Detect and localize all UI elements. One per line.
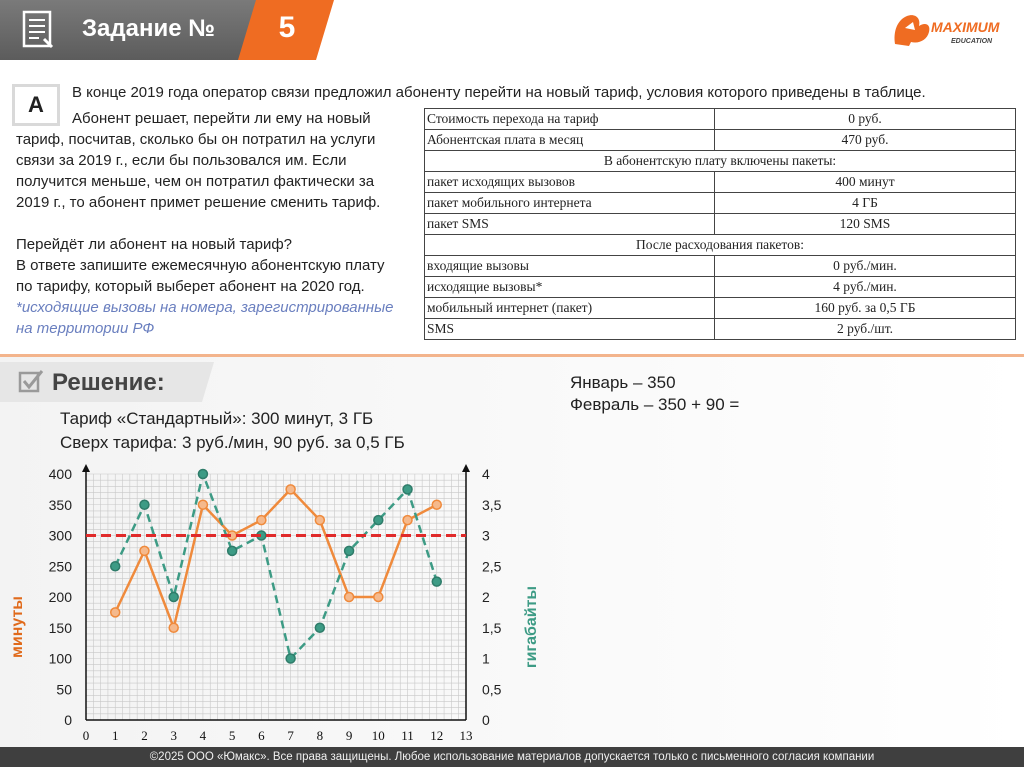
minutes-point <box>140 546 149 555</box>
row-value: 400 минут <box>715 172 1016 193</box>
gigabytes-point <box>374 516 383 525</box>
tariff-info-line: Сверх тарифа: 3 руб./мин, 90 руб. за 0,5 ГБ <box>60 433 405 452</box>
x-tick-label: 7 <box>287 728 294 743</box>
y2-axis-title: гигабайты <box>523 585 540 669</box>
table-row <box>425 193 1016 214</box>
row-value: 0 руб. <box>715 109 1016 130</box>
x-tick-label: 10 <box>371 728 385 743</box>
task-line: Абонент решает, перейти ли ему на новый <box>72 110 371 127</box>
task-number: 5 <box>278 11 296 44</box>
table-row <box>425 256 1016 277</box>
minutes-point <box>403 516 412 525</box>
task-line: связи за 2019 г., если бы пользовался им. Если <box>16 152 347 169</box>
table-row <box>425 109 1016 130</box>
task-answer-line: по тарифу, который выберет абонент на 2020 год. <box>16 278 365 295</box>
row-value: 4 ГБ <box>715 193 1016 214</box>
header-bar <box>0 0 1024 60</box>
table-row <box>425 214 1016 235</box>
gigabytes-point <box>111 562 120 571</box>
table-section-row <box>425 151 1016 172</box>
y-tick-label: 150 <box>48 619 72 636</box>
minutes-point <box>374 593 383 602</box>
gigabytes-point <box>140 500 149 509</box>
task-footnote: *исходящие вызовы на номера, зарегистрированные <box>16 299 394 316</box>
x-tick-label: 5 <box>228 728 236 743</box>
calc-line: Январь – 350 <box>570 373 676 392</box>
gigabytes-point <box>198 470 207 479</box>
y-tick-label: 200 <box>48 589 72 605</box>
y2-tick-label: 3 <box>482 527 490 544</box>
section-label: В абонентскую плату включены пакеты: <box>425 151 1016 172</box>
gigabytes-point <box>432 577 441 586</box>
minutes-point <box>169 623 178 632</box>
gigabytes-point <box>403 485 412 494</box>
task-variant-badge: A <box>12 84 60 126</box>
x-tick-label: 11 <box>401 728 414 743</box>
y2-tick-label: 2 <box>482 589 490 605</box>
row-label: пакет исходящих вызовов <box>425 172 715 193</box>
logo-subtext: EDUCATION <box>951 38 993 45</box>
row-label: Абонентская плата в месяц <box>425 130 715 151</box>
x-tick-label: 13 <box>459 728 473 743</box>
solution-calculation <box>570 372 739 416</box>
minutes-point <box>315 516 324 525</box>
task-heading: Задание № <box>82 15 215 42</box>
maximum-logo <box>889 10 1017 50</box>
row-value: 2 руб./шт. <box>715 319 1016 340</box>
row-label: Стоимость перехода на тариф <box>425 109 715 130</box>
table-row <box>425 172 1016 193</box>
y-tick-label: 300 <box>48 527 72 544</box>
minutes-point <box>432 500 441 509</box>
solution-title: Решение: <box>52 369 165 396</box>
calc-line: Февраль – 350 + 90 = <box>570 395 740 414</box>
y-tick-label: 350 <box>48 496 72 513</box>
minutes-point <box>257 516 266 525</box>
x-tick-label: 0 <box>82 728 90 743</box>
gigabytes-point <box>286 654 295 663</box>
row-value: 160 руб. за 0,5 ГБ <box>715 298 1016 319</box>
row-value: 470 руб. <box>715 130 1016 151</box>
section-label: После расходования пакетов: <box>425 235 1016 256</box>
gigabytes-point <box>345 546 354 555</box>
minutes-point <box>198 500 207 509</box>
row-label: SMS <box>425 319 715 340</box>
row-value: 0 руб./мин. <box>715 256 1016 277</box>
task-line: тариф, посчитав, сколько бы он потратил на услуги <box>16 131 376 148</box>
document-icon <box>18 9 58 51</box>
row-label: мобильный интернет (пакет) <box>425 298 715 319</box>
minutes-point <box>345 593 354 602</box>
table-section-row <box>425 235 1016 256</box>
y2-tick-label: 3,5 <box>482 496 502 513</box>
x-tick-label: 6 <box>258 728 265 743</box>
logo-text: MAXIMUM <box>931 19 1000 35</box>
y-tick-label: 100 <box>48 650 72 667</box>
y2-tick-label: 0 <box>482 712 490 728</box>
task-line: получится меньше, чем он потратил фактически за <box>16 173 375 190</box>
task-footnote: на территории РФ <box>16 320 155 337</box>
y-tick-label: 400 <box>48 466 72 482</box>
row-label: пакет SMS <box>425 214 715 235</box>
tariff-table <box>424 108 1016 340</box>
table-row <box>425 319 1016 340</box>
y-tick-label: 0 <box>64 712 72 728</box>
task-intro: В конце 2019 года оператор связи предложил абоненту перейти на новый тариф, условия которого приведены в таблице. <box>72 84 926 101</box>
row-label: пакет мобильного интернета <box>425 193 715 214</box>
y-axis-arrow <box>82 464 90 472</box>
usage-chart <box>0 462 540 747</box>
x-tick-label: 1 <box>111 728 119 743</box>
task-answer-line: В ответе запишите ежемесячную абонентскую плату <box>16 257 385 274</box>
task-description <box>16 108 416 339</box>
y2-tick-label: 1,5 <box>482 619 502 636</box>
task-line: 2019 г., то абонент примет решение сменить тариф. <box>16 194 381 211</box>
tariff-info-line: Тариф «Стандартный»: 300 минут, 3 ГБ <box>60 409 374 428</box>
task-question: Перейдёт ли абонент на новый тариф? <box>16 236 293 253</box>
y2-tick-label: 2,5 <box>482 558 502 575</box>
y-tick-label: 250 <box>48 558 72 575</box>
row-label: исходящие вызовы* <box>425 277 715 298</box>
table-row <box>425 277 1016 298</box>
row-value: 120 SMS <box>715 214 1016 235</box>
y2-tick-label: 4 <box>482 466 490 482</box>
checkbox-icon <box>18 368 44 394</box>
y2-tick-label: 1 <box>482 650 490 667</box>
gigabytes-point <box>228 546 237 555</box>
x-tick-label: 12 <box>430 728 444 743</box>
gigabytes-point <box>169 593 178 602</box>
standard-tariff-info <box>60 407 405 455</box>
x-tick-label: 9 <box>345 728 353 743</box>
y-axis-title: минуты <box>9 596 26 658</box>
copyright-footer: ©2025 ООО «Юмакс». Все права защищены. Любое использование материалов допускается только с письменного согласия компании <box>0 747 1024 767</box>
y-tick-label: 50 <box>56 681 72 698</box>
y2-axis-arrow <box>462 464 470 472</box>
y2-tick-label: 0,5 <box>482 681 502 698</box>
table-row <box>425 298 1016 319</box>
x-tick-label: 8 <box>316 728 324 743</box>
gigabytes-point <box>315 623 324 632</box>
x-tick-label: 2 <box>141 728 148 743</box>
table-row <box>425 130 1016 151</box>
row-value: 4 руб./мин. <box>715 277 1016 298</box>
minutes-point <box>286 485 295 494</box>
minutes-point <box>111 608 120 617</box>
x-tick-label: 3 <box>170 728 177 743</box>
row-label: входящие вызовы <box>425 256 715 277</box>
x-tick-label: 4 <box>199 728 207 743</box>
